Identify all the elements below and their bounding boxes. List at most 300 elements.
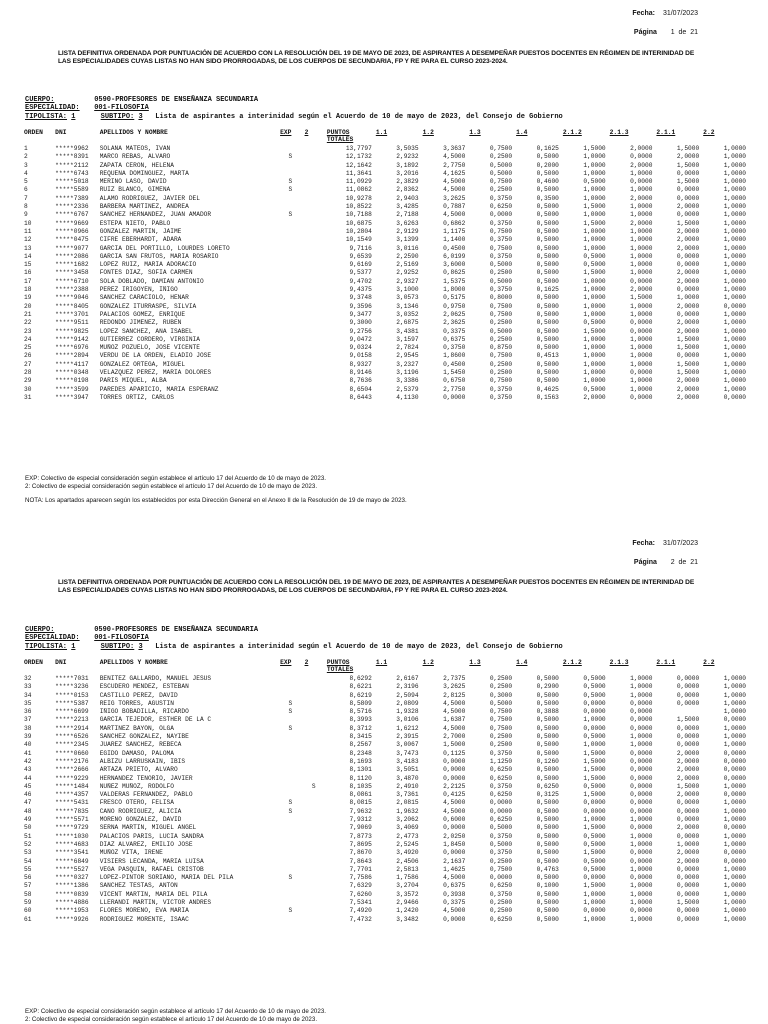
cell-c2-2: 1,0000	[723, 344, 746, 352]
cell-c1-1: 2,0809	[396, 699, 419, 707]
cell-puntos: 9,3596	[349, 302, 372, 310]
cell-c2-1-3: 1,0000	[630, 675, 653, 682]
cell-c2-1-2: 0,0000	[583, 907, 606, 915]
cell-orden: 32	[24, 675, 32, 682]
cell-nombre: MUÑOZ VITA, IRENE	[99, 849, 163, 857]
cell-nombre: VICENT MARTIN, MARIA DEL PILA	[99, 890, 208, 898]
cell-col-2	[303, 186, 325, 194]
table-row	[22, 269, 748, 277]
cell-nombre: LOPEZ-PINTOR SORIANO, MARIA DEL PILA	[99, 874, 234, 882]
cell-c2-1-2: 0,5000	[583, 683, 606, 691]
column-header-c2-1-1: 2.1.1	[656, 129, 676, 136]
cell-c1-1: 3,4069	[396, 824, 419, 832]
cell-nombre: IÑIGO BOBADILLA, RICARDO	[99, 708, 189, 716]
cell-c1-4: 0,5000	[536, 277, 559, 285]
cell-nombre: ESCUDERO MENDEZ, ESTEBAN	[99, 683, 189, 691]
cell-c1-1: 3,4920	[396, 849, 419, 857]
cell-c2-2: 1,0000	[723, 733, 746, 741]
table-row	[22, 849, 748, 857]
cell-col-2	[303, 841, 325, 849]
cell-orden: 19	[24, 294, 32, 302]
cell-puntos: 9,0158	[349, 352, 372, 360]
cell-c2-2: 1,0000	[723, 252, 746, 260]
cell-nombre: SANCHEZ CARACIOLO, HENAR	[99, 294, 189, 302]
cell-nombre: MARTINEZ BAYON, OLGA	[99, 724, 174, 732]
cell-c1-2: 0,0000	[443, 849, 466, 857]
cell-orden: 59	[24, 899, 32, 907]
cell-c1-1: 2,9327	[396, 277, 419, 285]
cell-c2-1-2: 1,0000	[583, 310, 606, 318]
cell-c1-1: 3,1597	[396, 335, 419, 343]
table-row	[22, 824, 748, 832]
cell-c1-4: 0,5000	[536, 691, 559, 699]
cell-c1-3: 0,7500	[489, 352, 513, 360]
page-line	[634, 559, 698, 566]
cell-c1-3: 0,6250	[489, 774, 513, 782]
table-row	[22, 253, 748, 261]
cell-exp	[278, 228, 302, 236]
cell-dni: *****6699	[55, 708, 89, 716]
cell-c2-1-1: 0,0000	[676, 169, 700, 177]
cell-orden: 47	[24, 799, 32, 807]
cell-c1-3: 0,3000	[489, 691, 513, 699]
cell-c1-4: 0,3888	[536, 708, 559, 716]
cuerpo-row	[25, 96, 563, 104]
cell-puntos: 12,1732	[345, 153, 372, 161]
cell-c1-1: 2,5245	[396, 840, 419, 848]
cell-nombre: REQUENA DOMINGUEZ, MARTA	[99, 169, 189, 177]
cell-c1-2: 0,6750	[443, 377, 466, 385]
cell-c2-1-3: 0,0000	[630, 699, 653, 707]
cell-c2-2: 1,0000	[723, 385, 746, 393]
cuerpo-label: CUERPO:	[25, 96, 55, 104]
cell-c1-3: 0,7500	[489, 310, 513, 318]
cell-c1-1: 3,1196	[396, 369, 419, 377]
cell-c1-1: 2,4506	[396, 857, 419, 865]
cell-c2-1-1	[654, 708, 701, 716]
cell-nombre: SOLA DOBLADO, DAMIAN ANTONIO	[99, 277, 204, 285]
cell-c1-3: 0,2500	[489, 683, 513, 691]
cell-dni: *****0660	[55, 749, 89, 757]
cell-dni: *****6767	[55, 211, 89, 219]
cell-c2-1-2: 1,0000	[583, 890, 606, 898]
cell-dni: *****9729	[55, 824, 89, 832]
cell-c1-3: 0,3750	[489, 832, 513, 840]
cell-c1-1: 2,9403	[396, 194, 419, 202]
footnote-exp: EXP: Colectivo de especial consideración según establece el artículo 17 del Acuerdo de 10 de mayo de 2023.	[25, 1008, 326, 1015]
cell-orden: 24	[24, 335, 32, 343]
cell-puntos: 9,0324	[349, 344, 372, 352]
cell-dni: *****2894	[55, 352, 89, 360]
cell-exp	[278, 286, 302, 294]
cell-c2-2: 1,0000	[723, 369, 746, 377]
cell-c1-2: 0,0000	[443, 757, 466, 765]
cell-c1-2: 0,3750	[443, 344, 466, 352]
cell-c2-2: 1,0000	[723, 699, 746, 707]
table-row	[22, 816, 748, 824]
cell-c1-2: 6,0199	[443, 252, 466, 260]
cell-c2-1-1: 1,0000	[676, 294, 700, 302]
cell-c1-3: 0,2500	[489, 907, 513, 915]
cell-c1-4: 0,2900	[536, 683, 559, 691]
cell-c1-2: 0,9750	[443, 302, 466, 310]
cell-puntos: 10,8522	[345, 203, 372, 211]
cell-c2-1-1: 0,0000	[676, 907, 700, 915]
cell-c1-4: 0,5000	[536, 211, 559, 219]
cell-orden: 30	[24, 385, 32, 393]
cell-nombre: MERINO LASO, DAVID	[99, 178, 167, 186]
cell-puntos: 9,2756	[349, 327, 372, 335]
cell-exp: S	[288, 874, 293, 882]
cell-c2-1-2: 0,5000	[583, 865, 606, 873]
cell-c1-1: 3,6263	[396, 219, 419, 227]
cell-nombre: FONTES DIAZ, SOFIA CARMEN	[99, 269, 193, 277]
cell-puntos: 9,3000	[349, 319, 372, 327]
cell-c2-1-2: 0,5000	[583, 782, 606, 790]
cell-c1-3: 0,6250	[489, 882, 513, 890]
column-header-c1-4: 1.4	[516, 659, 528, 666]
cell-col-2	[303, 311, 325, 319]
table-row	[22, 675, 748, 683]
cell-puntos: 11,3641	[345, 169, 372, 177]
cell-c1-1: 3,1399	[396, 236, 419, 244]
cell-c1-1: 2,6875	[396, 319, 419, 327]
cell-c1-4: 0,5000	[536, 269, 559, 277]
cell-orden: 21	[24, 310, 32, 318]
cell-c1-2: 3,2625	[443, 683, 466, 691]
cell-col-2	[303, 170, 325, 178]
cell-c1-1: 3,1892	[396, 161, 419, 169]
cell-exp: S	[288, 699, 293, 707]
cell-c2-2: 1,0000	[723, 203, 746, 211]
table-row	[22, 808, 748, 816]
cell-c2-2: 1,0000	[723, 244, 746, 252]
date-line	[632, 10, 698, 17]
cell-c2-1-3: 0,0000	[630, 393, 653, 401]
cell-puntos: 8,7636	[349, 377, 372, 385]
table-body	[22, 145, 748, 402]
cell-exp	[278, 319, 302, 327]
cell-c2-1-2: 1,0000	[583, 816, 606, 824]
cell-col-2	[303, 750, 325, 758]
cell-c1-1: 2,3196	[396, 683, 419, 691]
cell-nombre: PALACIOS GOMEZ, ENRIQUE	[99, 310, 186, 318]
table-row	[22, 394, 748, 402]
cell-dni: *****6710	[55, 277, 89, 285]
cell-puntos: 13,7797	[345, 145, 372, 152]
cell-exp	[278, 386, 302, 394]
cell-c1-4: 0,4600	[536, 178, 559, 186]
cell-c1-1: 2,7824	[396, 344, 419, 352]
cell-c1-2: 2,7000	[443, 733, 466, 741]
cell-col-2	[303, 253, 325, 261]
cell-exp	[278, 352, 302, 360]
cell-c2-1-2: 0,0000	[583, 708, 606, 716]
cuerpo-row	[25, 626, 563, 634]
cell-c1-2: 4,5000	[443, 186, 466, 194]
cell-c1-4: 0,5000	[536, 857, 559, 865]
cell-nombre: SANCHEZ TESTAS, ANTON	[99, 882, 178, 890]
cell-dni: *****0475	[55, 236, 89, 244]
cell-c1-1: 3,0573	[396, 294, 419, 302]
cell-c2-2: 1,0000	[723, 907, 746, 915]
cell-c2-1-2: 0,0000	[583, 799, 606, 807]
cell-c1-1: 3,3386	[396, 377, 419, 385]
cell-nombre: JUAREZ SANCHEZ, REBECA	[99, 741, 182, 749]
cell-c1-2: 0,6862	[443, 219, 466, 227]
cell-c1-2: 1,8450	[443, 840, 466, 848]
cell-c1-2: 4,5000	[443, 699, 466, 707]
cell-dni: *****2086	[55, 252, 89, 260]
cell-c1-2: 0,0000	[443, 774, 466, 782]
especialidad-row	[25, 634, 563, 642]
cell-c1-4: 0,5000	[536, 310, 559, 318]
cell-nombre: VEGA PASQUIN, RAFAEL CRISTOB	[99, 865, 204, 873]
cell-c1-2: 2,2125	[443, 782, 466, 790]
cell-exp	[278, 236, 302, 244]
cell-nombre: GUTIERREZ CORDERO, VIRGINIA	[99, 335, 200, 343]
cell-c1-3: 0,3750	[489, 236, 513, 244]
cell-col-2	[303, 683, 325, 691]
cell-dni: *****5431	[55, 799, 89, 807]
cell-puntos: 10,1549	[345, 236, 372, 244]
cell-dni: *****9511	[55, 319, 89, 327]
cell-c2-2: 0,0000	[723, 757, 746, 765]
cell-c2-1-2: 1,0000	[583, 335, 606, 343]
cell-puntos: 7,6260	[349, 890, 372, 898]
cell-col-2	[303, 692, 325, 700]
cell-c1-3: 0,7500	[489, 716, 513, 724]
cell-c1-3: 0,2500	[489, 733, 513, 741]
cell-c2-1-3: 1,0000	[630, 360, 653, 368]
cell-c2-1-2: 1,0000	[583, 344, 606, 352]
cell-orden: 33	[24, 683, 32, 691]
table-row	[22, 791, 748, 799]
cell-exp	[278, 145, 302, 153]
cell-col-2	[303, 758, 325, 766]
cell-dni: *****1386	[55, 882, 89, 890]
cell-c2-1-1: 2,0000	[676, 774, 700, 782]
page-total: 21	[690, 29, 698, 36]
column-header-c1-2: 1.2	[422, 129, 434, 136]
cell-c1-3: 0,0000	[489, 807, 513, 815]
cell-c2-2: 1,0000	[723, 161, 746, 169]
cell-c1-4: 0,5000	[536, 252, 559, 260]
cell-exp	[278, 692, 302, 700]
cell-orden: 4	[24, 169, 28, 177]
table-row	[22, 153, 748, 161]
cell-c2-2: 0,0000	[723, 824, 746, 832]
table-row	[22, 841, 748, 849]
cell-puntos: 8,2348	[349, 749, 372, 757]
cell-c2-1-3: 1,0000	[630, 890, 653, 898]
cell-c1-4: 0,5000	[536, 749, 559, 757]
cell-c1-4: 0,6250	[536, 782, 559, 790]
cell-c2-2: 1,0000	[723, 675, 746, 682]
cell-dni: *****3599	[55, 385, 89, 393]
cell-col-2	[303, 203, 325, 211]
cell-puntos: 8,1035	[349, 782, 372, 790]
cell-exp	[278, 336, 302, 344]
cell-c2-1-1: 0,0000	[676, 286, 700, 294]
cell-col-2	[303, 145, 325, 153]
cell-c1-1: 2,4910	[396, 782, 419, 790]
cell-puntos: 10,9278	[345, 194, 372, 202]
fecha-value: 31/07/2023	[662, 540, 698, 547]
cell-orden: 31	[24, 393, 32, 401]
cell-orden: 50	[24, 824, 32, 832]
table-row	[22, 874, 748, 882]
footnote-2: 2: Colectivo de especial consideración según establece el artículo 17 del Acuerdo de 10 de mayo de 2023.	[25, 483, 318, 491]
cell-c1-4: 0,1625	[536, 286, 559, 294]
cell-c2-1-3: 1,0000	[630, 236, 653, 244]
cell-c2-1-1: 1,5000	[676, 161, 700, 169]
cell-c1-3: 0,3750	[489, 286, 513, 294]
cell-c2-1-1: 1,5000	[676, 782, 700, 790]
cell-col-2	[303, 675, 325, 683]
cell-c1-2: 4,5000	[443, 799, 466, 807]
table-row	[22, 386, 748, 394]
column-header-dni: DNI	[55, 659, 67, 666]
cell-c1-3: 0,3750	[489, 890, 513, 898]
cell-c1-2: 2,7750	[443, 385, 466, 393]
cell-c1-2: 4,5000	[443, 211, 466, 219]
especialidad-label: ESPECIALIDAD:	[25, 634, 80, 643]
cell-puntos: 9,3748	[349, 294, 372, 302]
subtipo-value: 3	[138, 112, 143, 121]
cell-c2-1-3: 2,0000	[630, 219, 653, 227]
cell-c2-1-3: 2,0000	[630, 194, 653, 202]
cell-c1-1: 2,5094	[396, 691, 419, 699]
cell-c1-1: 3,0106	[396, 716, 419, 724]
table-row	[22, 211, 748, 219]
cell-c2-1-3: 0,0000	[630, 757, 653, 765]
cell-orden: 45	[24, 782, 32, 790]
cell-exp	[278, 899, 302, 907]
cell-c1-3: 0,3750	[489, 849, 513, 857]
cell-orden: 35	[24, 699, 32, 707]
cell-c2-1-2: 0,5000	[583, 261, 606, 269]
cell-nombre: GARCIA SAN FRUTOS, MARIA ROSARIO	[99, 252, 219, 260]
cell-nombre: BARBERA MARTINEZ, ANDREA	[99, 203, 189, 211]
cell-orden: 14	[24, 252, 32, 260]
cell-c2-1-2: 1,5000	[583, 791, 606, 799]
cell-c1-3: 1,1250	[489, 757, 513, 765]
cell-c1-4: 0,5000	[536, 302, 559, 310]
cell-c1-3: 0,7500	[489, 708, 513, 716]
cell-c2-1-3: 0,0000	[630, 782, 653, 790]
cell-col-2	[303, 858, 325, 866]
cell-c2-1-3: 0,0000	[630, 708, 653, 716]
fecha-label: Fecha:	[632, 10, 655, 17]
cell-c2-1-3: 0,0000	[630, 724, 653, 732]
cell-c2-1-1: 1,5000	[676, 335, 700, 343]
cell-c1-4: 0,5000	[536, 807, 559, 815]
cell-c1-4: 0,5000	[536, 327, 559, 335]
cell-puntos: 12,1642	[345, 161, 372, 169]
cell-exp	[278, 344, 302, 352]
cell-nombre: GONZALEZ ORTEGA, MIGUEL	[99, 360, 186, 368]
cell-dni: *****5589	[55, 186, 89, 194]
cell-orden: 13	[24, 244, 32, 252]
cell-exp: S	[288, 807, 293, 815]
cell-c2-1-1: 2,0000	[676, 153, 700, 161]
cell-dni: *****0966	[55, 227, 89, 235]
cell-dni: *****2213	[55, 716, 89, 724]
cell-c2-1-2: 1,0000	[583, 186, 606, 194]
tipolista-row	[25, 643, 563, 651]
cell-c2-2: 1,0000	[723, 335, 746, 343]
cell-c1-2: 0,7887	[443, 203, 466, 211]
cell-puntos: 8,0815	[349, 799, 372, 807]
cell-c2-2: 1,0000	[723, 840, 746, 848]
cell-dni: *****4886	[55, 899, 89, 907]
table-row	[22, 286, 748, 294]
cell-c2-2: 1,0000	[723, 219, 746, 227]
cell-c1-1: 3,4381	[396, 327, 419, 335]
table-row	[22, 336, 748, 344]
page-line	[634, 29, 698, 36]
subtipo-label: SUBTIPO:	[100, 642, 135, 651]
cell-nombre: PARIS MIQUEL, ALBA	[99, 377, 167, 385]
cell-c1-1: 1,9328	[396, 708, 419, 716]
cell-c2-1-1: 0,0000	[676, 724, 700, 732]
cell-col-2	[303, 733, 325, 741]
cell-puntos: 8,3712	[349, 724, 372, 732]
cell-col-2	[303, 386, 325, 394]
cell-c2-1-3: 1,0000	[630, 310, 653, 318]
cell-exp	[278, 824, 302, 832]
cell-col-2	[303, 725, 325, 733]
document-title: LISTA DEFINITIVA ORDENADA POR PUNTUACIÓN DE ACUERDO CON LA RESOLUCIÓN DEL 19 DE MAYO DE 2023, DE ASPIRANTES A DESEMPEÑAR PUESTOS DOCENTES EN RÉGIMEN DE INTERINIDAD DE LAS ESPECIALIDADES CUYAS LISTAS NO HAN SIDO PRORROGADAS, DE LOS CUERPOS DE SECUNDARIA, FP Y RE PARA EL CURSO 2023-2024.	[58, 50, 695, 65]
cell-exp	[278, 170, 302, 178]
column-header-col-2: 2	[304, 659, 309, 666]
cell-puntos: 8,5716	[349, 708, 372, 716]
cell-c1-3: 0,3750	[489, 385, 513, 393]
cell-c2-1-2: 0,0000	[583, 724, 606, 732]
cell-c2-2: 1,0000	[723, 194, 746, 202]
cell-dni: *****5387	[55, 699, 89, 707]
cell-c1-3: 0,2500	[489, 899, 513, 907]
cell-c1-2: 1,1175	[443, 227, 466, 235]
cell-puntos: 7,8670	[349, 849, 372, 857]
cell-c1-4: 0,5000	[536, 774, 559, 782]
cell-c2-1-3: 0,0000	[630, 907, 653, 915]
cell-puntos: 8,9327	[349, 360, 372, 368]
cell-c2-1-1: 2,0000	[676, 244, 700, 252]
cell-c1-4: 0,5000	[536, 832, 559, 840]
cell-c1-1: 1,2420	[396, 907, 419, 915]
column-header-dni: DNI	[55, 129, 67, 136]
table-row	[22, 278, 748, 286]
fecha-value: 31/07/2023	[662, 10, 698, 17]
cell-c2-2: 0,0000	[723, 774, 746, 782]
cell-c1-1: 2,2590	[396, 252, 419, 260]
cell-puntos: 8,6219	[349, 691, 372, 699]
cell-c2-1-1: 1,5000	[676, 145, 700, 152]
cell-exp	[278, 758, 302, 766]
cell-c2-1-1: 2,0000	[676, 236, 700, 244]
cell-nombre: REIG TORRES, AGUSTIN	[99, 699, 174, 707]
cell-c2-1-2: 0,0000	[583, 699, 606, 707]
cell-c1-4: 0,5000	[536, 899, 559, 907]
cell-c2-1-1: 0,0000	[676, 186, 700, 194]
cell-puntos: 8,6292	[349, 675, 372, 682]
cell-c1-4: 0,5000	[536, 799, 559, 807]
cell-exp	[278, 195, 302, 203]
cell-col-2	[303, 178, 325, 186]
cell-col-2	[303, 344, 325, 352]
